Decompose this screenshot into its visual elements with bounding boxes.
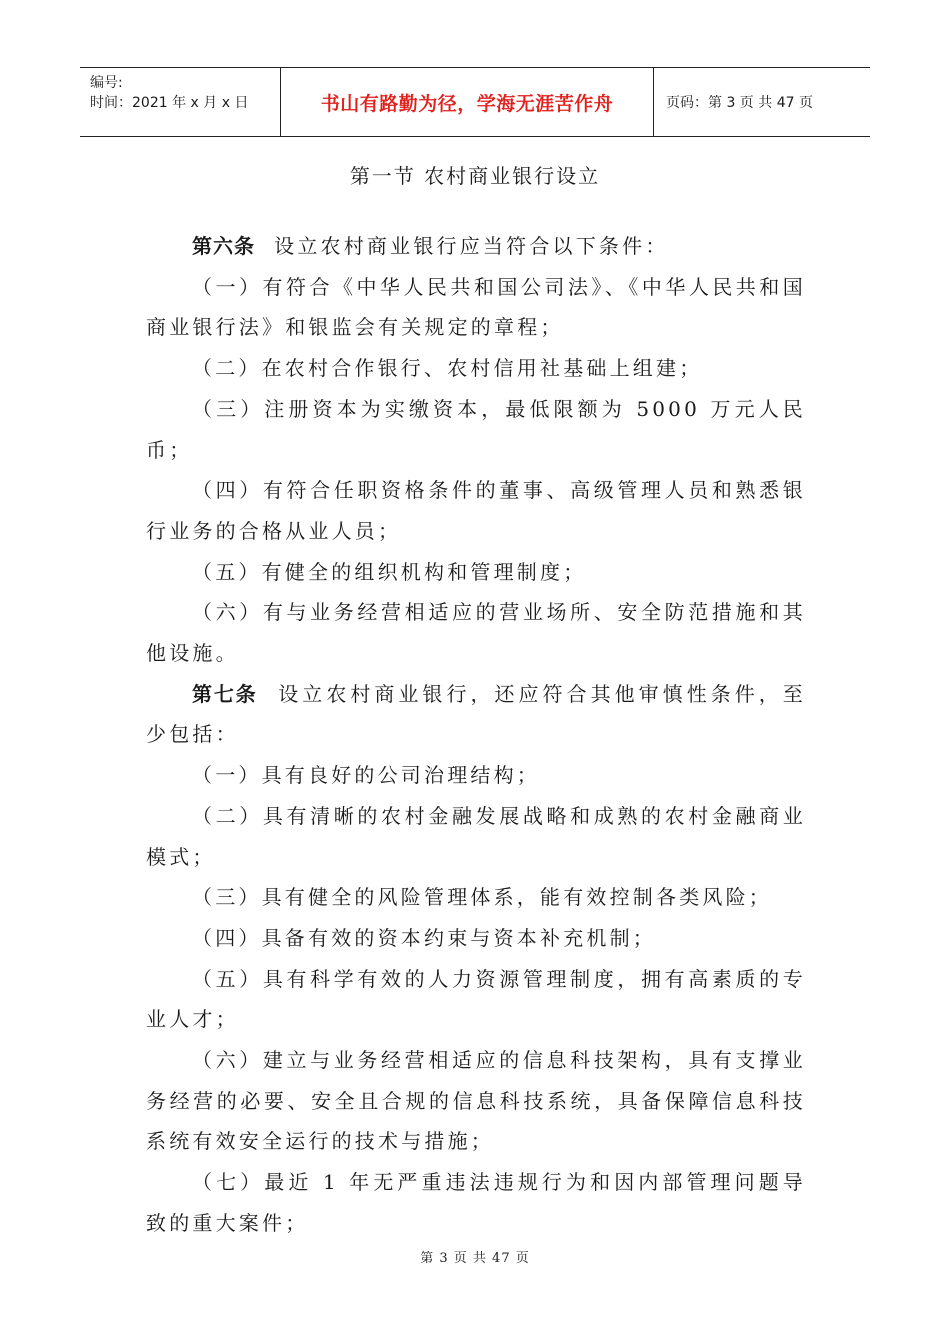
article-6-item: （五）有健全的组织机构和管理制度；	[192, 559, 587, 584]
article-6-heading: 第六条	[192, 234, 255, 258]
article-7-heading: 第七条	[192, 681, 258, 706]
header-motto: 书山有路勤为径，学海无涯苦作舟	[281, 68, 654, 136]
header-meta	[80, 68, 281, 136]
document-number-label: 编号:	[90, 75, 123, 91]
article-7-item: （二）具有清晰的农村金融发展战略和成熟的农村金融商业模式；	[146, 803, 806, 869]
article-7-item: （六）建立与业务经营相适应的信息科技架构，具有支撑业务经营的必要、安全且合规的信息科技系统，具备保障信息科技系统有效安全运行的技术与措施；	[146, 1048, 806, 1154]
article-6-item: （四）有符合任职资格条件的董事、高级管理人员和熟悉银行业务的合格从业人员；	[146, 478, 806, 543]
page-header	[80, 67, 870, 137]
article-7-item: （一）具有良好的公司治理结构；	[192, 763, 540, 788]
article-6-intro-text: 设立农村商业银行应当符合以下条件：	[274, 234, 669, 258]
document-body	[146, 226, 806, 1244]
article-7-item: （四）具备有效的资本约束与资本补充机制；	[192, 925, 656, 950]
article-6-item: （二）在农村合作银行、农村信用社基础上组建；	[192, 356, 703, 381]
article-6-item: （三）注册资本为实缴资本，最低限额为 5000 万元人民币；	[146, 396, 806, 462]
section-title: 第一节 农村商业银行设立	[349, 164, 601, 188]
article-6-item: （一）有符合《中华人民共和国公司法》、《中华人民共和国商业银行法》和银监会有关规定的章程；	[146, 274, 806, 340]
header-page-info: 页码：第 3 页 共 47 页	[666, 95, 813, 111]
article-7-item: （三）具有健全的风险管理体系，能有效控制各类风险；	[192, 885, 772, 910]
article-7-intro-text: 设立农村商业银行，还应符合其他审慎性条件，至少包括：	[146, 681, 807, 747]
article-7-item: （五）具有科学有效的人力资源管理制度，拥有高素质的专业人才；	[146, 966, 806, 1032]
article-6-intro	[146, 226, 806, 267]
article-6-item: （六）有与业务经营相适应的营业场所、安全防范措施和其他设施。	[146, 600, 806, 666]
article-7-intro	[146, 674, 806, 755]
article-7-item: （七）最近 1 年无严重违法违规行为和因内部管理问题导致的重大案件；	[146, 1170, 806, 1235]
page-footer: 第 3 页 共 47 页	[420, 1251, 530, 1266]
document-date: 时间：2021 年 x 月 x 日	[90, 95, 249, 111]
